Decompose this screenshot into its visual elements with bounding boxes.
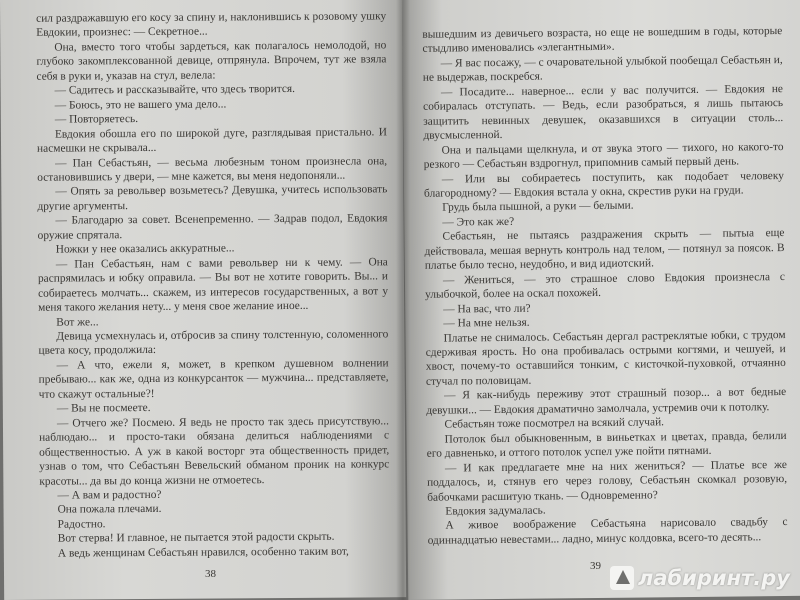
paragraph: — Я как-нибудь переживу этот страшный позор... а вот бедные девушки... — Евдокия драматично замолчала, устремив очи к потолку. [426, 386, 787, 417]
paragraph: — Жениться, — это страшное слово Евдокия произнесла с улыбочкой, более на оскал похожей. [425, 270, 785, 301]
paragraph: — На вас, что ли? [443, 302, 531, 316]
paragraph: — Боюсь, это не вашего ума дело... [54, 98, 227, 112]
paragraph: Потолок был обыкновенным, в виньетках и цветах, правда, белили его давненько, и оттого потолок успел уже пойти пятнами. [426, 429, 787, 460]
paragraph: — И как предлагаете мне на них жениться? — Платье все же поддалось, и, стянув его через голову, Себастьян скомкал розовую, бабочками расшитую ткань. — Одновременно? [426, 458, 788, 504]
page-number-left: 38 [205, 568, 216, 580]
paragraph: вышедшим из девичьего возраста, но еще не вошедшим в годы, которые стыдливо именовались «элегантными». [422, 25, 783, 56]
paragraph: Вот стерва! И главное, не пытается этой радости скрыть. [57, 530, 335, 545]
paragraph: — Отчего же? Посмею. Я ведь не просто так здесь присутствую... наблюдаю... и просто-таки обязана делиться наблюдениями с общественностью. А уж в какой восторг эта общественность придет, узнав о том, что Себастьян Вевельский обманом проник на конкурс красоты... да вы до конца жизни не отмоетесь. [39, 414, 390, 488]
paragraph: Платье не снималось. Себастьян дергал растреклятые юбки, с трудом сдерживая ярость. Но она пробивалась острыми когтями, и чешуей, и хвост, почему-то оставшийся тонким, с кисточкой-пуховкой, отчаянно стучал по половицам. [425, 328, 786, 388]
paragraph: А живое воображение Себастьяна нарисовало свадьбу с одиннадцатью невестами... ладно, минус колдовка, всего-то десять... [427, 516, 788, 547]
paragraph: — Благодарю за совет. Всенепременно. — Задрав подол, Евдокия оружие спрятала. [37, 212, 388, 242]
paragraph: — А что, ежели я, может, в крепком душевном волнении пребываю... как же, одна из конкурсанток — мужчина... представляете, что скажут остальные?! [38, 357, 389, 401]
paragraph: — Это как же? [442, 215, 515, 229]
paragraph: — Пан Себастьян, — весьма любезным тоном произнесла она, остановившись у двери, — мне кажется, вы меня недопоняли... [37, 154, 388, 184]
paragraph: Евдокия задумалась. [445, 504, 546, 518]
paragraph: Она, вместо того чтобы зардеться, как полагалось немолодой, но глубоко закомплексованной девице, отпрянула. Впрочем, тут же взяла себя в руки и, указав на стул, велела: [36, 39, 387, 83]
paragraph: — На мне нельзя. [443, 316, 530, 330]
paragraph: — Или вы собираетесь поступить, как подобает человеку благородному? — Евдокия встала у окна, скрестив руки на груди. [423, 169, 784, 200]
paragraph: Евдокия обошла его по широкой дуге, разглядывая пристально. И насмешки не скрывала... [36, 125, 387, 155]
paragraph: — Пан Себастьян, нам с вами револьвер ни к чему. — Она распрямилась и юбку оправила. — Вы вот не хотите говорить. Вы... и собираетесь молчать... скажем, из интересов государственных, а вот у меня такого желания нету... у меня свое желание иное... [37, 256, 389, 314]
right-page-text [422, 24, 787, 548]
watermark-text: лабиринт.ру [637, 566, 790, 590]
paragraph: Она и пальцами щелкнула, и от звука этого — тихого, но какого-то резкого — Себастьян вздрогнул, припомнив самый первый день. [423, 140, 784, 171]
labirint-logo-icon [610, 566, 634, 590]
paragraph: — Вы не посмеете. [56, 402, 151, 415]
paragraph: — Повторяетесь. [54, 113, 139, 126]
paragraph: — Посадите... наверное... если у вас получится. — Евдокия не собиралась отступать. — Ведь, если разобраться, я лишь пытаюсь защитить невинных девушек, оказавшихся в ситуации столь... двусмысленной. [423, 82, 784, 142]
paragraph: Ножки у нее оказались аккуратные... [55, 242, 235, 256]
left-page-text [36, 9, 390, 561]
paragraph: Грудь была пышной, а руки — белыми. [442, 200, 634, 215]
labirint-watermark [610, 566, 790, 590]
paragraph: А ведь женщинам Себастьян нравился, особенно таким вот, [57, 545, 349, 560]
paragraph: — Садитесь и рассказывайте, что здесь творится. [54, 83, 296, 97]
paragraph: — Опять за револьвер возьметесь? Девушка, учитесь использовать другие аргументы. [37, 183, 388, 213]
paragraph: Себастьян тоже посмотрел на всякий случай. [444, 416, 665, 431]
book-gutter [396, 0, 410, 600]
paragraph: Девица усмехнулась и, отбросив за спину толстенную, соломенного цвета косу, продолжила: [38, 328, 389, 358]
paragraph: — Я вас посажу, — с очаровательной улыбкой пообещал Себастьян и, не выдержав, поскребся. [422, 53, 783, 85]
paragraph: Вот же... [56, 315, 99, 329]
paragraph: Себастьян, не пытаясь раздражения скрыть — пытыа еще действовала, мешая вернуть контроль над телом, — потянул за поясок. В платье было тесно, неудобно, и вид идиотский. [424, 227, 785, 273]
page-number-right: 39 [590, 560, 601, 572]
paragraph: сил раздражавшую его косу за спину и, наклонившись к розовому ушку Евдокии, произнес: — Секретное... [36, 10, 387, 40]
paragraph: Она пожала плечами. [57, 503, 162, 517]
paragraph: — А вам и радостно? [57, 488, 162, 502]
paragraph: Радостно. [57, 518, 106, 531]
right-page [402, 0, 800, 600]
